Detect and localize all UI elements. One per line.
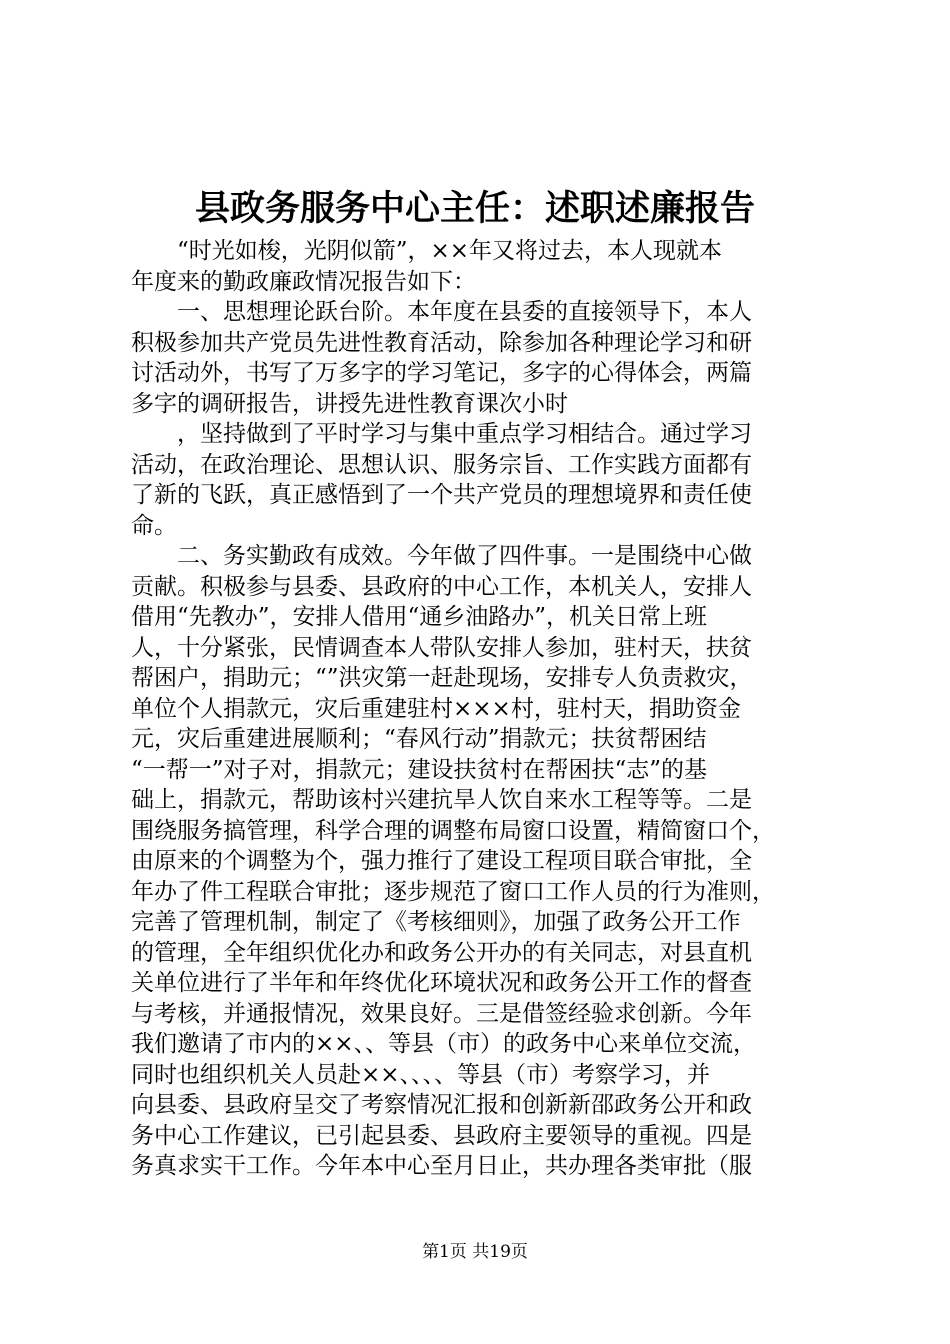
body-line: 年度来的勤政廉政情况报告如下： — [131, 268, 476, 295]
body-line: 向县委、县政府呈交了考察情况汇报和创新新邵政务公开和政 — [131, 1092, 752, 1118]
body-line: 积极参加共产党员先进性教育活动，除参加各种理论学习和研 — [131, 329, 752, 356]
body-line: 完善了管理机制，制定了《考核细则》，加强了政务公开工作 — [131, 909, 741, 935]
body-line: 多字的调研报告，讲授先进性教育课次小时 — [131, 390, 568, 417]
body-line: 元，灾后重建进展顺利；“春风行动”捐款元；扶贫帮困结 — [131, 726, 707, 752]
body-line: 我们邀请了市内的××、、等县（市）的政务中心来单位交流， — [131, 1031, 757, 1057]
body-line: 讨活动外，书写了万多字的学习笔记，多字的心得体会，两篇 — [131, 360, 752, 386]
body-line: 年办了件工程联合审批；逐步规范了窗口工作人员的行为准则， — [131, 878, 775, 905]
body-line: 的管理，全年组织优化办和政务公开办的有关同志，对县直机 — [131, 939, 752, 966]
page-footer: 第1页 共19页 — [422, 1242, 528, 1262]
body-line: “一帮一”对子对，捐款元；建设扶贫村在帮困扶“志”的基 — [131, 756, 708, 783]
body-line: 借用“先教办”，安排人借用“通乡油路办”，机关日常上班 — [131, 604, 708, 630]
body-line: 务真求实干工作。今年本中心至月日止，共办理各类审批（服 — [131, 1153, 752, 1179]
body-line: 围绕服务搞管理，科学合理的调整布局窗口设置，精简窗口个， — [131, 817, 775, 844]
body-line: “时光如梭，光阴似箭”，××年又将过去，本人现就本 — [131, 238, 723, 264]
body-line: 与考核，并通报情况，效果良好。三是借签经验求创新。今年 — [131, 1000, 752, 1027]
body-line: 由原来的个调整为个，强力推行了建设工程项目联合审批，全 — [131, 848, 752, 874]
body-line: 同时也组织机关人员赴××、、、、等县（市）考察学习，并 — [131, 1061, 711, 1088]
body-line: 命。 — [131, 512, 177, 539]
body-line: 了新的飞跃，真正感悟到了一个共产党员的理想境界和责任使 — [131, 482, 752, 508]
body-line: 贡献。积极参与县委、县政府的中心工作，本机关人，安排人 — [131, 573, 752, 600]
body-line: 一、思想理论跃台阶。本年度在县委的直接领导下，本人 — [131, 299, 752, 325]
document-title: 县政务服务中心主任：述职述廉报告 — [194, 188, 755, 229]
body-line: 帮困户，捐助元；“”洪灾第一赶赴现场，安排专人负责救灾， — [131, 665, 753, 691]
document-body — [131, 236, 831, 1182]
body-line: 活动，在政治理论、思想认识、服务宗旨、工作实践方面都有 — [131, 451, 752, 478]
body-line: 础上，捐款元，帮助该村兴建抗旱人饮自来水工程等等。二是 — [131, 787, 752, 813]
body-line: 关单位进行了半年和年终优化环境状况和政务公开工作的督查 — [131, 970, 752, 996]
body-line: 二、务实勤政有成效。今年做了四件事。一是围绕中心做 — [131, 543, 752, 569]
body-line: ，坚持做到了平时学习与集中重点学习相结合。通过学习 — [131, 421, 752, 447]
body-line: 人，十分紧张，民情调查本人带队安排人参加，驻村天，扶贫 — [131, 634, 752, 661]
body-line: 务中心工作建议，已引起县委、县政府主要领导的重视。四是 — [131, 1122, 752, 1149]
body-line: 单位个人捐款元，灾后重建驻村×××村，驻村天，捐助资金 — [131, 695, 741, 722]
